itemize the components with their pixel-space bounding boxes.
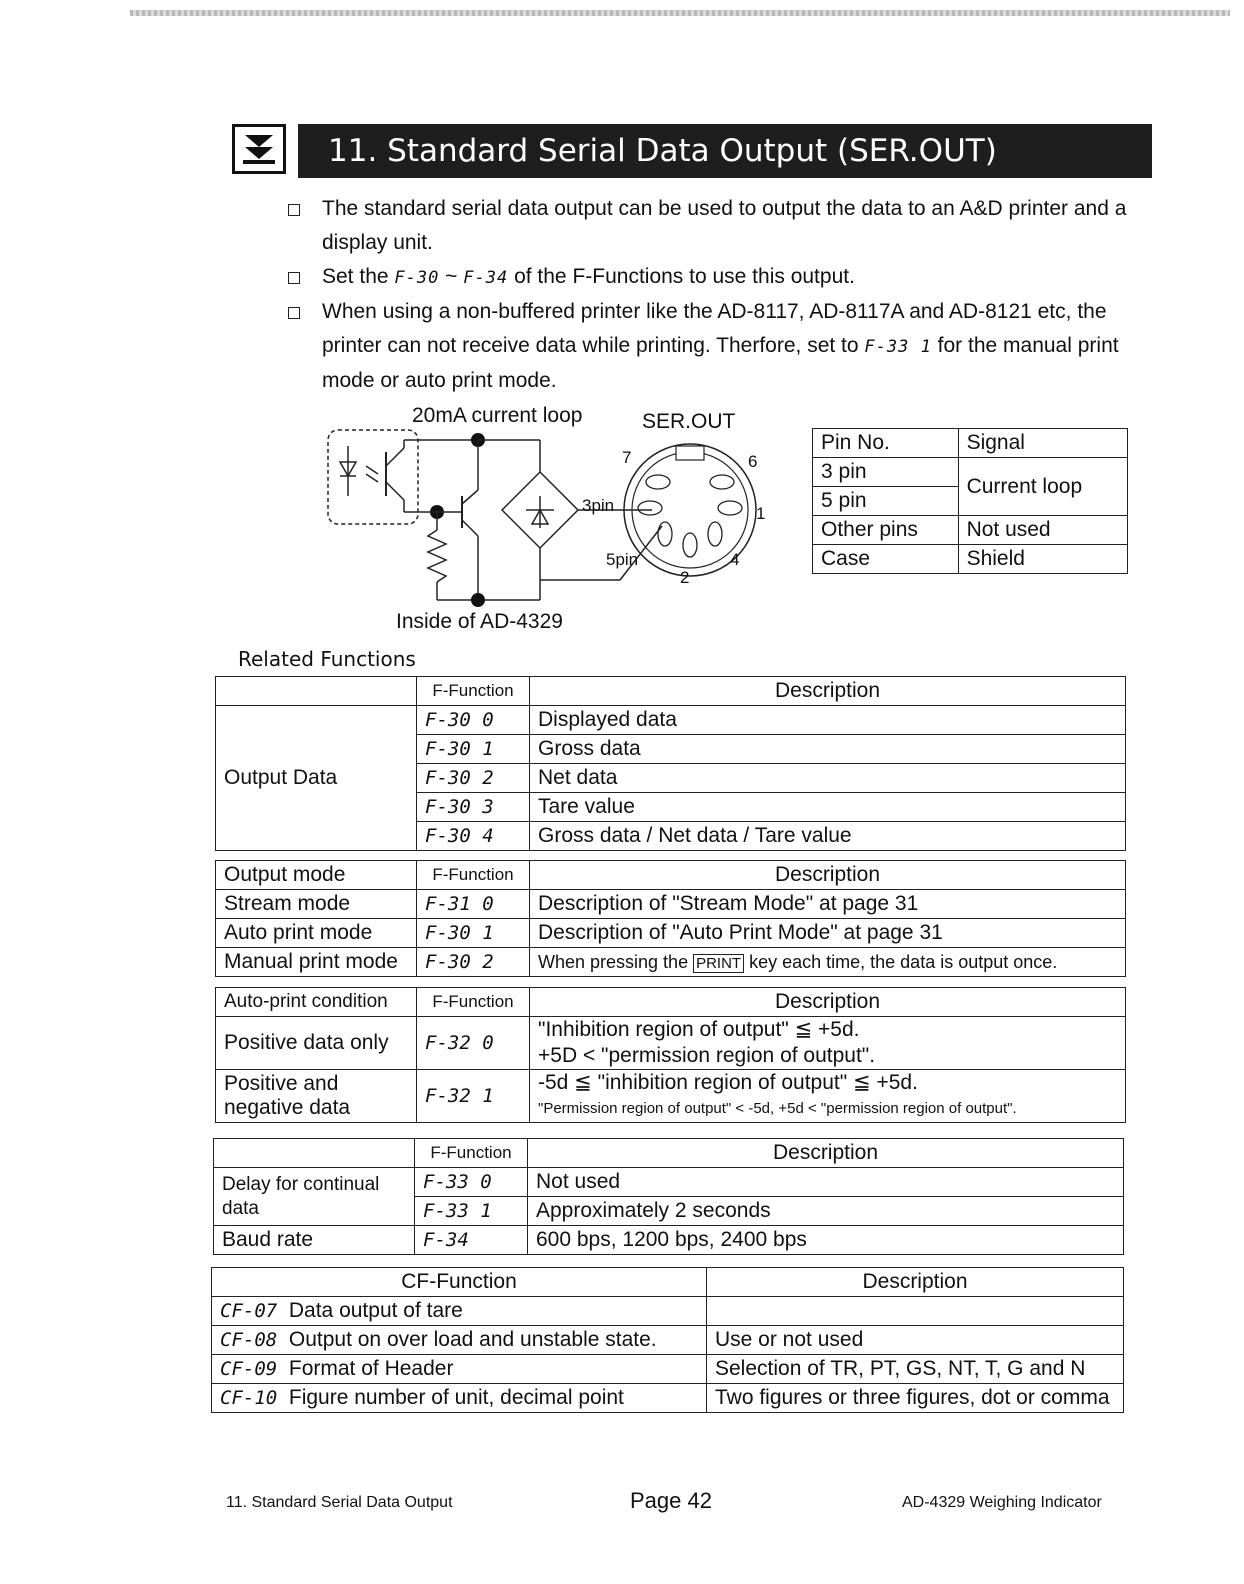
header-cell: [214, 1139, 415, 1168]
f-code-cell: F-33 0: [415, 1168, 528, 1197]
pin-number: 1: [756, 504, 766, 523]
pin-number: 4: [730, 550, 740, 569]
cf-code: CF-08: [220, 1329, 278, 1351]
cell-text: -5d ≦ "inhibition region of output" ≦ +5d.: [538, 1071, 918, 1094]
pin-number: 6: [748, 452, 758, 471]
f-code-cell: F-34: [415, 1226, 528, 1255]
header-cell: Description: [530, 861, 1126, 890]
table-cell: Use or not used: [707, 1326, 1124, 1355]
header-cell: Auto-print condition: [216, 988, 417, 1017]
table-cell: Displayed data: [530, 706, 1126, 735]
table-cell: [212, 1355, 707, 1384]
bullet-text: When using a non-buffered printer like the AD-8117, AD-8117A and AD-8121 etc, the printer can not receive data while printing. Therfore, set to: [322, 300, 1107, 357]
f-code: F-30: [394, 268, 440, 288]
footer-section: 11. Standard Serial Data Output: [226, 1494, 453, 1511]
f-code-cell: F-32 1: [417, 1070, 530, 1123]
table-cell: [530, 948, 1126, 977]
bullet-item: [288, 295, 1148, 398]
table-cell: Not used: [958, 516, 1127, 545]
header-cell: Description: [707, 1268, 1124, 1297]
group-cell: Output Data: [216, 706, 417, 851]
f-code-cell: F-31 0: [417, 890, 530, 919]
table-cell: 3 pin: [813, 458, 959, 487]
output-data-table: [215, 676, 1126, 851]
intro-bullets: [288, 192, 1148, 398]
f-code-cell: F-33 1: [415, 1197, 528, 1226]
table-cell: Stream mode: [216, 890, 417, 919]
pin-number: 7: [622, 448, 632, 467]
header-cell: Description: [530, 677, 1126, 706]
pin5-label: 5pin: [606, 550, 639, 569]
f-code-cell: F-30 2: [417, 764, 530, 793]
table-cell: Current loop: [958, 458, 1127, 516]
footer-product: AD-4329 Weighing Indicator: [902, 1494, 1102, 1511]
table-cell: Manual print mode: [216, 948, 417, 977]
inside-label: Inside of AD-4329: [396, 610, 563, 633]
f-code-cell: F-30 4: [417, 822, 530, 851]
table-cell: Selection of TR, PT, GS, NT, T, G and N: [707, 1355, 1124, 1384]
pin-number: 2: [680, 568, 690, 587]
table-cell: [212, 1326, 707, 1355]
header-cell: Description: [528, 1139, 1124, 1168]
cell-text: "Inhibition region of output" ≦ +5d.: [538, 1018, 860, 1041]
cell-text: Format of Header: [288, 1357, 454, 1380]
f-code-cell: F-32 0: [417, 1017, 530, 1070]
table-cell: [212, 1297, 707, 1326]
bullet-text: for the manual print mode or auto print mode.: [322, 334, 1119, 392]
table-cell: [530, 1017, 1126, 1070]
f-code-cell: F-30 1: [417, 735, 530, 764]
scan-top-line: [130, 10, 1230, 16]
header-cell: F-Function: [417, 861, 530, 890]
header-cell: [216, 677, 417, 706]
table-cell: Delay for continual data: [214, 1168, 415, 1226]
ser-out-label: SER.OUT: [642, 410, 736, 433]
bullet-square-icon: [288, 272, 300, 284]
f-code-cell: F-30 3: [417, 793, 530, 822]
bullet-text: Set the: [322, 265, 395, 288]
bullet-item: [288, 192, 1148, 260]
pin3-label: 3pin: [582, 496, 615, 515]
table-cell: Two figures or three figures, dot or comma: [707, 1384, 1124, 1413]
f-code: F-33 1: [864, 337, 932, 357]
table-cell: 600 bps, 1200 bps, 2400 bps: [528, 1226, 1124, 1255]
table-cell: Net data: [530, 764, 1126, 793]
bullet-square-icon: [288, 204, 300, 216]
footer-page-number: Page 42: [630, 1488, 712, 1513]
table-cell: Other pins: [813, 516, 959, 545]
f-code-cell: F-30 0: [417, 706, 530, 735]
header-cell: Description: [530, 988, 1126, 1017]
header-cell: F-Function: [415, 1139, 528, 1168]
table-cell: Not used: [528, 1168, 1124, 1197]
cf-code: CF-10: [220, 1387, 278, 1409]
f-code: F-34: [463, 268, 509, 288]
table-cell: [212, 1384, 707, 1413]
table-cell: Description of "Stream Mode" at page 31: [530, 890, 1126, 919]
header-cell: CF-Function: [212, 1268, 707, 1297]
circuit-diagram: [320, 400, 800, 650]
cf-function-table: [211, 1267, 1124, 1413]
loop-label: 20mA current loop: [412, 404, 583, 427]
cf-code: CF-09: [220, 1358, 278, 1380]
cell-text: "Permission region of output" < -5d, +5d < "permission region of output".: [538, 1100, 1017, 1117]
bullet-item: [288, 260, 1148, 295]
section-title: 11. Standard Serial Data Output (SER.OUT): [298, 124, 1152, 178]
cell-text: Output on over load and unstable state.: [288, 1328, 657, 1351]
header-cell: Output mode: [216, 861, 417, 890]
download-arrow-icon: [232, 124, 286, 174]
table-cell: Shield: [958, 545, 1127, 574]
header-cell: Signal: [958, 429, 1127, 458]
table-cell: Gross data / Net data / Tare value: [530, 822, 1126, 851]
auto-print-table: [215, 987, 1126, 1123]
header-cell: F-Function: [417, 988, 530, 1017]
cell-text: Figure number of unit, decimal point: [288, 1386, 624, 1409]
print-key-label: PRINT: [693, 954, 744, 973]
cell-text: Data output of tare: [288, 1299, 463, 1322]
bullet-text: of the F-Functions to use this output.: [508, 265, 855, 288]
f-code-cell: F-30 1: [417, 919, 530, 948]
table-cell: Description of "Auto Print Mode" at page 31: [530, 919, 1126, 948]
header-cell: Pin No.: [813, 429, 959, 458]
table-cell: Tare value: [530, 793, 1126, 822]
table-cell: [707, 1297, 1124, 1326]
table-cell: Approximately 2 seconds: [528, 1197, 1124, 1226]
table-cell: Gross data: [530, 735, 1126, 764]
pin-table: [812, 428, 1128, 574]
output-mode-table: [215, 860, 1126, 977]
bullet-text: ~: [439, 265, 464, 288]
cell-text: key each time, the data is output once.: [744, 951, 1058, 972]
bullet-text: The standard serial data output can be used to output the data to an A&D printer and a display unit.: [322, 197, 1127, 254]
table-cell: [530, 1070, 1126, 1123]
table-cell: Positive and negative data: [216, 1070, 417, 1123]
bullet-square-icon: [288, 307, 300, 319]
cell-text: +5D < "permission region of output".: [538, 1044, 876, 1067]
table-cell: Case: [813, 545, 959, 574]
delay-baud-table: [213, 1138, 1124, 1255]
cell-text: When pressing the: [538, 951, 694, 972]
related-functions-title: Related Functions: [238, 647, 416, 671]
cf-code: CF-07: [220, 1300, 278, 1322]
table-cell: Auto print mode: [216, 919, 417, 948]
section-heading: [232, 124, 1152, 180]
header-cell: F-Function: [417, 677, 530, 706]
table-cell: 5 pin: [813, 487, 959, 516]
f-code-cell: F-30 2: [417, 948, 530, 977]
table-cell: Positive data only: [216, 1017, 417, 1070]
table-cell: Baud rate: [214, 1226, 415, 1255]
